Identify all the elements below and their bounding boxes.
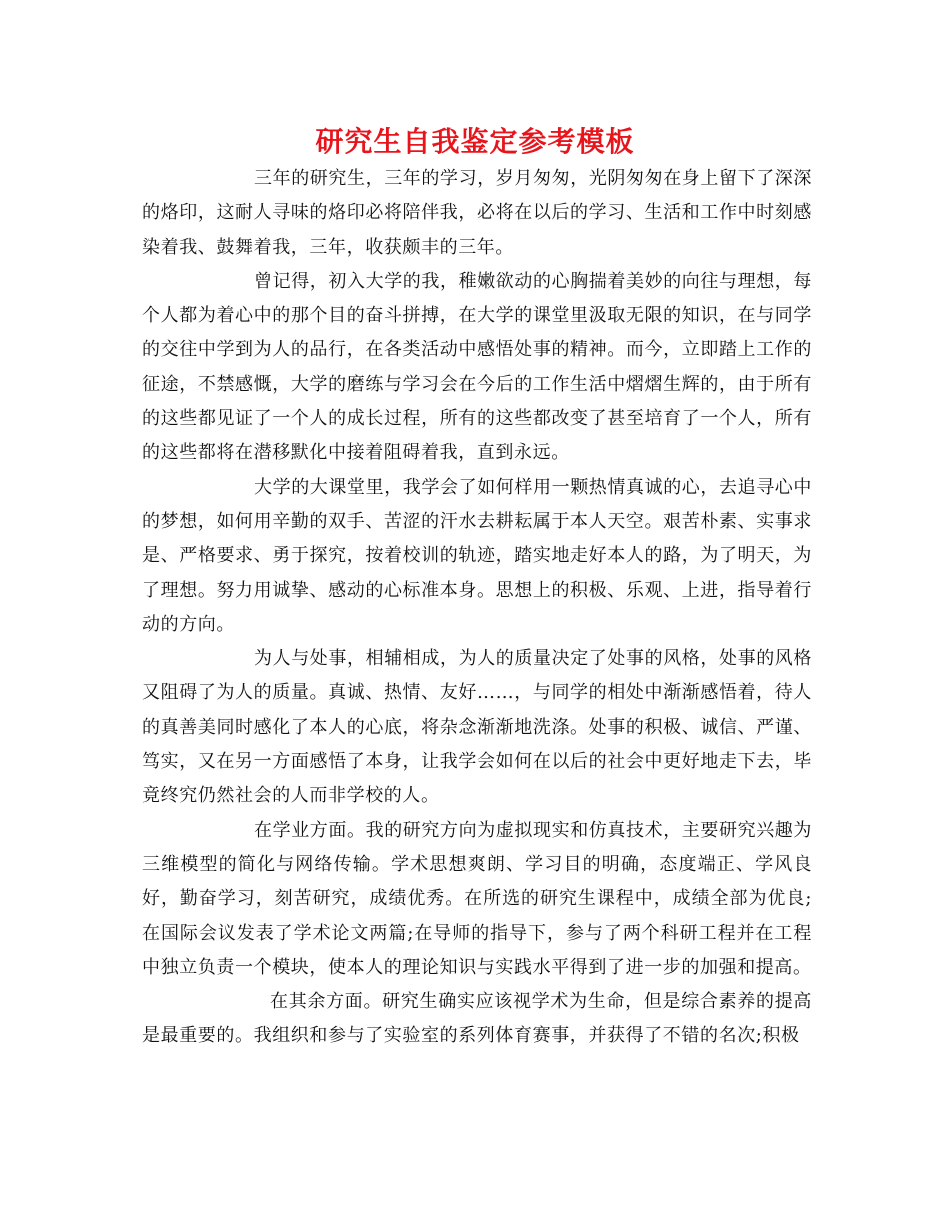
paragraph-intro: 三年的研究生，三年的学习，岁月匆匆，光阴匆匆在身上留下了深深的烙印，这耐人寻味的烙印必将陪伴我，必将在以后的学习、生活和工作中时刻感染着我、鼓舞着我，三年，收获颇丰的三年。	[142, 168, 812, 258]
document-title: 研究生自我鉴定参考模板	[315, 125, 635, 158]
document-body	[142, 162, 812, 1054]
paragraph-other-aspects: 在其余方面。研究生确实应该视学术为生命，但是综合素养的提高是最重要的。我组织和参与了实验室的系列体育赛事，并获得了不错的名次;积极	[142, 991, 812, 1047]
paragraph-academics: 在学业方面。我的研究方向为虚拟现实和仿真技术，主要研究兴趣为三维模型的简化与网络传输。学术思想爽朗、学习目的明确，态度端正、学风良好，勤奋学习，刻苦研究，成绩优秀。在所选的研究生课程中，成绩全部为优良;在国际会议发表了学术论文两篇;在导师的指导下，参与了两个科研工程并在工程中独立负责一个模块，使本人的理论知识与实践水平得到了进一步的加强和提高。	[142, 819, 812, 978]
paragraph-conduct: 为人与处事，相辅相成，为人的质量决定了处事的风格，处事的风格又阻碍了为人的质量。真诚、热情、友好……，与同学的相处中渐渐感悟着，待人的真善美同时感化了本人的心底，将杂念渐渐地洗涤。处事的积极、诚信、严谨、笃实，又在另一方面感悟了本身，让我学会如何在以后的社会中更好地走下去，毕竟终究仍然社会的人而非学校的人。	[142, 648, 812, 807]
paragraph-university-memories: 曾记得，初入大学的我，稚嫩欲动的心胸揣着美妙的向往与理想，每个人都为着心中的那个目的奋斗拼搏，在大学的课堂里汲取无限的知识，在与同学的交往中学到为人的品行，在各类活动中感悟处事的精神。而今，立即踏上工作的征途，不禁感慨，大学的磨练与学习会在今后的工作生活中熠熠生辉的，由于所有的这些都见证了一个人的成长过程，所有的这些都改变了甚至培育了一个人，所有的这些都将在潜移默化中接着阻碍着我，直到永远。	[142, 270, 812, 464]
paragraph-classroom-growth: 大学的大课堂里，我学会了如何样用一颗热情真诚的心，去追寻心中的梦想，如何用辛勤的双手、苦涩的汗水去耕耘属于本人天空。艰苦朴素、实事求是、严格要求、勇于探究，按着校训的轨迹，踏实地走好本人的路，为了明天，为了理想。努力用诚挚、感动的心标准本身。思想上的积极、乐观、上进，指导着行动的方向。	[142, 476, 812, 635]
